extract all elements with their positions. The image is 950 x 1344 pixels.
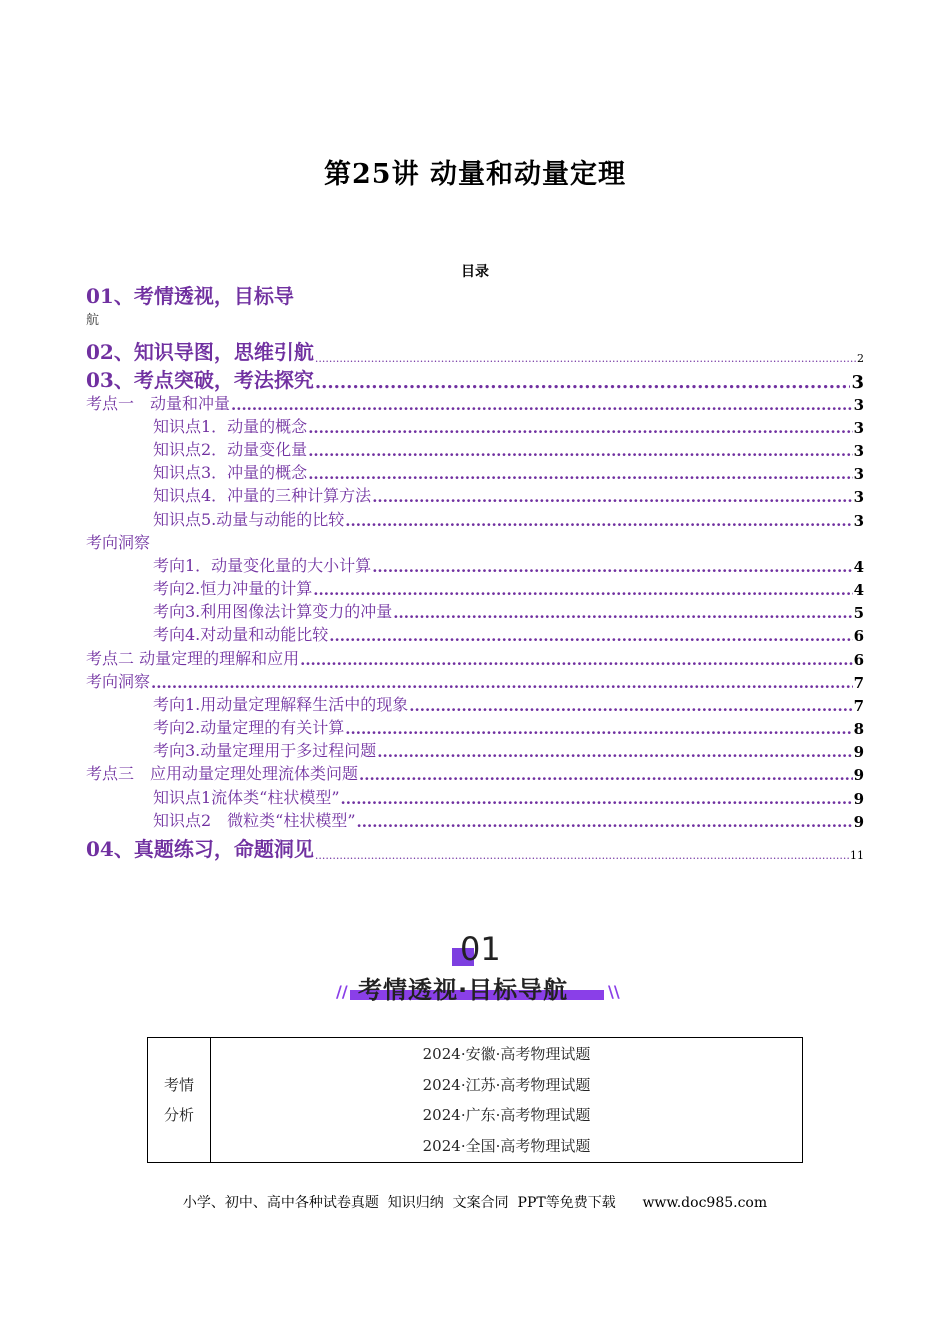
toc-page: 11 [850,849,864,862]
toc-label: 知识点2．动量变化量 [153,440,308,459]
toc-k1-direction[interactable]: 考向洞察 [86,533,151,552]
toc-item[interactable] [153,785,864,808]
toc-page: 3 [853,396,864,414]
toc-page: 7 [853,697,864,715]
toc-label: 知识点1流体类“柱状模型” [153,788,340,807]
toc-s01[interactable]: 01、考情透视，目标导 [86,284,294,308]
exam-analysis-table [147,1037,803,1163]
toc-item[interactable] [153,715,864,738]
toc-s01-wrap: 航 [86,313,100,328]
toc-page: 3 [853,512,864,530]
toc-item[interactable] [153,437,864,460]
toc-k2-direction[interactable] [86,669,864,692]
toc-label: 考向洞察 [86,672,151,691]
banner-left-mark: // [336,982,348,1001]
toc-item[interactable] [153,738,864,761]
section-banner [330,930,630,1010]
table-row: 2024·全国·高考物理试题 [422,1136,591,1155]
page-title: 第25讲 动量和动量定理 [324,159,626,190]
toc-page: 8 [853,720,864,738]
toc-item[interactable] [153,414,864,437]
toc-item[interactable] [153,483,864,506]
toc-label: 考向3.动量定理用于多过程问题 [153,741,377,760]
table-row: 2024·江苏·高考物理试题 [422,1075,591,1094]
toc-label: 考向2.恒力冲量的计算 [153,579,313,598]
toc-item[interactable] [153,622,864,645]
table-row: 2024·广东·高考物理试题 [422,1106,591,1124]
toc-item[interactable] [153,692,864,715]
toc-label: 知识点1．动量的概念 [153,417,308,436]
table-label-cell [148,1038,211,1163]
toc-page: 9 [853,743,864,761]
toc-label: 考向2.动量定理的有关计算 [153,718,345,737]
toc-page: 4 [853,558,864,576]
toc-label: 04、真题练习，命题洞见 [86,837,314,861]
toc-s03[interactable] [86,364,864,393]
toc-k1[interactable] [86,391,864,414]
toc-label: 考点二 动量定理的理解和应用 [86,649,300,668]
toc-label: 02、知识导图，思维引航 [86,340,314,364]
toc-label: 考向3.利用图像法计算变力的冲量 [153,602,393,621]
toc-label: 知识点2 微粒类“柱状模型” [153,811,356,830]
table-label-line: 考情 [163,1076,194,1094]
toc-page: 5 [853,604,864,622]
toc-page: 7 [853,674,864,692]
toc-item[interactable] [153,599,864,622]
toc-label: 考点三 应用动量定理处理流体类问题 [86,764,359,783]
banner-right-mark: \\ [608,982,620,1001]
table-content-cell [211,1038,803,1163]
toc-page: 3 [851,372,864,393]
toc-item[interactable] [153,576,864,599]
toc-page: 6 [853,651,864,669]
toc-page: 6 [853,627,864,645]
toc-k3[interactable] [86,761,864,784]
toc-label: 知识点3．冲量的概念 [153,463,308,482]
toc-page: 4 [853,581,864,599]
toc-s02[interactable] [86,336,864,365]
toc-label: 考向1．动量变化量的大小计算 [153,556,372,575]
toc-page: 3 [853,488,864,506]
toc-page: 3 [853,419,864,437]
toc-item[interactable] [153,808,864,831]
toc-page: 9 [853,790,864,808]
table-row: 2024·安徽·高考物理试题 [422,1045,591,1063]
toc-item[interactable] [153,507,864,530]
toc-label: 知识点4．冲量的三种计算方法 [153,486,372,505]
toc-item[interactable] [153,553,864,576]
toc-s04[interactable] [86,833,864,862]
page-footer: 小学、初中、高中各种试卷真题 知识归纳 文案合同 PPT等免费下载 www.doc985.com [182,1195,768,1211]
toc-label: 考向4.对动量和动能比较 [153,625,329,644]
toc-label: 03、考点突破，考法探究 [86,368,314,392]
toc-label: 考向1.用动量定理解释生活中的现象 [153,695,409,714]
toc-label: 知识点5.动量与动能的比较 [153,510,345,529]
toc-label: 考点一 动量和冲量 [86,394,231,413]
toc-k2[interactable] [86,646,864,669]
toc-page: 9 [853,813,864,831]
banner-number: 01 [460,930,501,968]
toc-page: 3 [853,465,864,483]
toc-heading: 目录 [461,264,489,280]
banner-text: 考情透视·目标导航 [358,976,569,1004]
toc-page: 2 [857,352,864,365]
toc-page: 3 [853,442,864,460]
table-label-line: 分析 [163,1106,194,1124]
toc-page: 9 [853,766,864,784]
toc-item[interactable] [153,460,864,483]
